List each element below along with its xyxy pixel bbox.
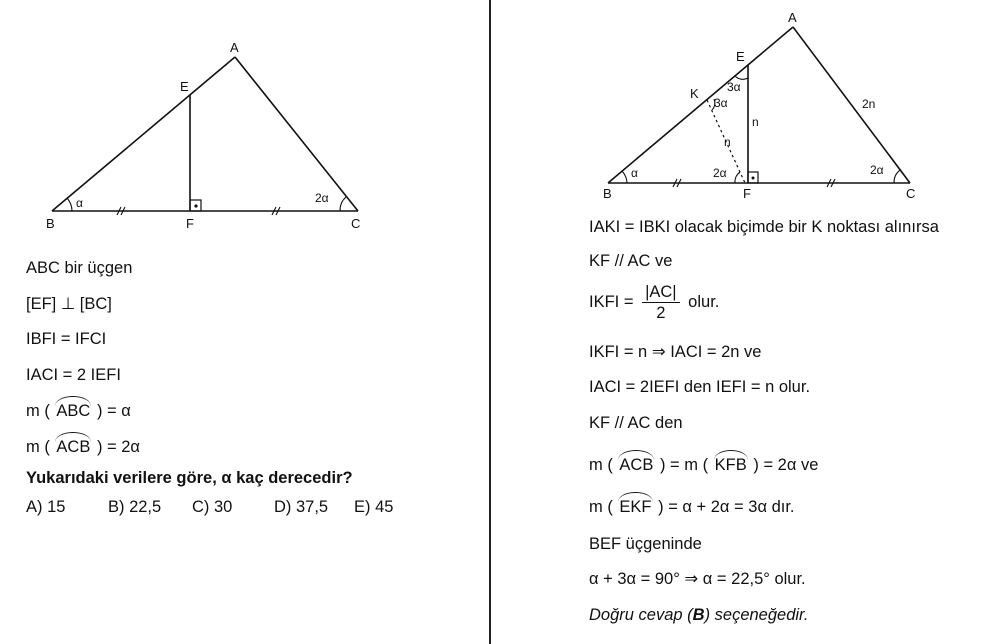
option-c[interactable]: C) 30 — [192, 498, 233, 516]
right-angle-c-arc — [894, 170, 900, 183]
solution-l8-b: ) = α + 2α = 3α dır. — [658, 498, 795, 516]
given-angle-abc-pre: m ( — [26, 402, 50, 420]
right-segment-ba — [608, 27, 793, 183]
given-perpendicular: [EF] ⊥ [BC] — [26, 295, 112, 313]
right-angle-b-label: α — [631, 166, 638, 180]
given-angle-abc-arc: ABC — [56, 402, 91, 420]
solution-l8-a: m ( — [589, 498, 613, 516]
given-angle-acb-arc: ACB — [56, 438, 91, 456]
right-angle-kfb-label: 2α — [713, 166, 727, 180]
left-segment-ac — [235, 57, 358, 211]
solution-line-8 — [589, 497, 795, 517]
left-label-f: F — [186, 216, 194, 231]
solution-line-7 — [589, 455, 818, 475]
solution-line-5: IACI = 2IEFI den IEFI = n olur. — [589, 378, 811, 396]
left-angle-c-arc — [340, 197, 346, 211]
right-label-e: E — [736, 49, 745, 64]
option-d[interactable]: D) 37,5 — [274, 498, 329, 516]
answer-pre: Doğru cevap ( — [589, 606, 693, 624]
right-label-a: A — [788, 10, 797, 25]
left-angle-b-label: α — [76, 196, 83, 210]
right-segment-ac — [793, 27, 910, 183]
left-label-c: C — [351, 216, 361, 231]
solution-l7-c: ) = 2α ve — [753, 456, 819, 474]
right-angle-b-arc — [622, 171, 627, 183]
solution-line-10: α + 3α = 90° ⇒ α = 22,5° olur. — [589, 570, 806, 588]
given-bf-fc: IBFI = IFCI — [26, 330, 107, 348]
left-label-b: B — [46, 216, 55, 231]
solution-l7-b: ) = m ( — [659, 456, 709, 474]
left-label-e: E — [180, 79, 189, 94]
answer-options — [26, 497, 393, 517]
fraction-numerator: |AC| — [642, 282, 680, 303]
fraction-denominator: 2 — [656, 304, 666, 322]
left-label-a: A — [230, 40, 239, 55]
solution-answer — [589, 605, 809, 625]
left-angle-b-arc — [67, 198, 72, 211]
solution-line-9: BEF üçgeninde — [589, 535, 702, 553]
given-angle-acb — [26, 437, 140, 457]
solution-line-6: KF // AC den — [589, 414, 683, 432]
given-angle-acb-pre: m ( — [26, 438, 50, 456]
option-e[interactable]: E) 45 — [354, 498, 394, 516]
solution-arc-kfb: KFB — [714, 456, 747, 474]
solution-l7-a: m ( — [589, 456, 613, 474]
right-angle-kfb-arc — [735, 172, 740, 183]
left-segment-ba — [52, 57, 235, 211]
option-b[interactable]: B) 22,5 — [108, 498, 162, 516]
left-right-angle-dot — [194, 204, 197, 207]
solution-line-2: KF // AC ve — [589, 252, 673, 270]
right-angle-c-label: 2α — [870, 163, 884, 177]
right-angle-k-label: 3α — [714, 96, 728, 110]
given-ac-ef: IACI = 2 IEFI — [26, 366, 121, 384]
solution-line-1: IAKI = IBKI olacak biçimde bir K noktası alınırsa — [589, 218, 939, 236]
right-right-angle-dot — [752, 177, 755, 180]
given-angle-abc-post: ) = α — [96, 402, 131, 420]
solution-arc-ekf: EKF — [619, 498, 652, 516]
right-label-f: F — [743, 186, 751, 201]
right-angle-e-arc — [735, 76, 748, 79]
right-segment-ef-label: n — [752, 115, 759, 129]
solution-fraction — [642, 282, 680, 323]
geometry-figures — [0, 0, 998, 240]
given-triangle: ABC bir üçgen — [26, 259, 133, 277]
right-label-c: C — [906, 186, 916, 201]
left-triangle — [52, 57, 358, 215]
solution-olur: olur. — [688, 292, 720, 311]
right-angle-e-label: 3α — [727, 80, 741, 94]
question-prompt: Yukarıdaki verilere göre, α kaç derecedir? — [26, 469, 353, 487]
right-label-k: K — [690, 86, 699, 101]
right-label-b: B — [603, 186, 612, 201]
given-angle-acb-post: ) = 2α — [96, 438, 140, 456]
right-segment-ac-label: 2n — [862, 97, 876, 111]
solution-line-4: IKFI = n ⇒ IACI = 2n ve — [589, 343, 762, 361]
option-a[interactable]: A) 15 — [26, 498, 66, 516]
solution-arc-acb: ACB — [619, 456, 654, 474]
solution-kf-label: IKFI = — [589, 292, 634, 311]
answer-post: ) seçeneğedir. — [704, 606, 809, 624]
right-segment-kf-label: n — [724, 135, 731, 149]
given-angle-abc — [26, 401, 131, 421]
answer-letter: B — [692, 606, 705, 624]
left-angle-c-label: 2α — [315, 191, 329, 205]
solution-line-3 — [589, 282, 719, 323]
